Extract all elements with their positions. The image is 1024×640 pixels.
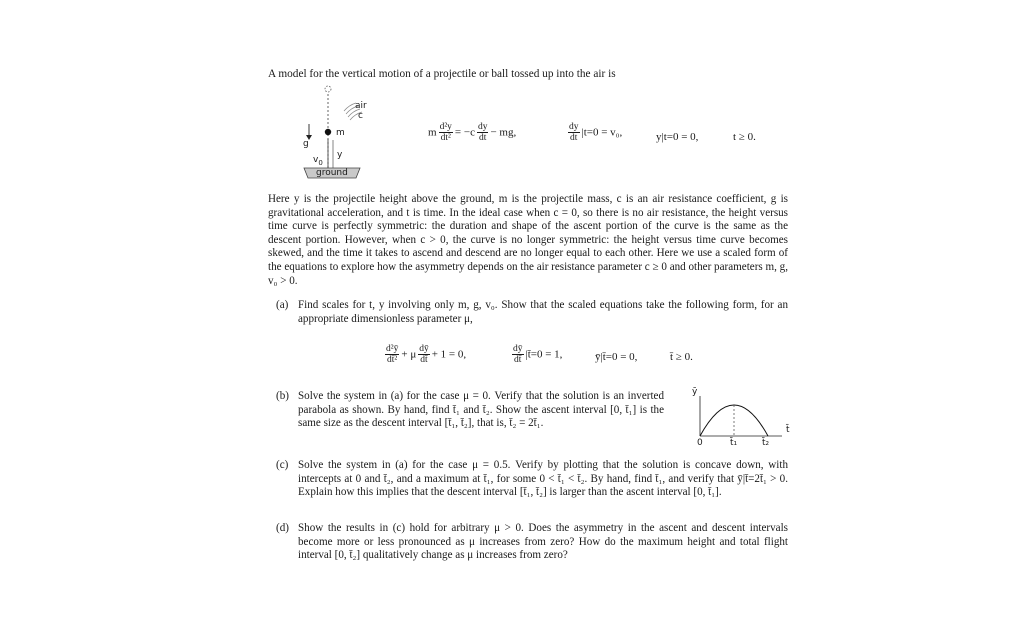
tbar-axis-label: t̄ <box>786 425 790 435</box>
model-eq-2: $\frac{dy}{dt}$ |t=0 = v₀, <box>569 122 623 143</box>
item-c-label: (c) <box>276 459 289 471</box>
c-label: c <box>358 111 363 121</box>
g-label: g <box>303 139 309 149</box>
top-dashed-marker <box>325 86 331 92</box>
item-c-text: Solve the system in (a) for the case μ = 0.5. Verify by plotting that the solution is concave down, with intercepts at 0 and t̄₂, and a maximum at t̄₁, for some 0 < t̄₁ < t̄₂. By hand, find t̄₁, and verify that ȳ|t̄=2t̄₁ > 0. Explain how this implies that the descent interval [t̄₁, t̄₂] is larger than the ascent interval [0, t̄₁]. <box>298 459 788 499</box>
item-a-text: Find scales for t, y involving only m, g, v₀. Show that the scaled equations take the following form, for an appropriate dimensionless parameter μ, <box>298 299 788 325</box>
y-label: y <box>337 150 343 160</box>
scaled-eq-4: t̄ ≥ 0. <box>670 351 693 363</box>
origin-label: 0 <box>697 438 703 448</box>
model-eq-1: m $\frac{\text{d²y}}{\text{dt²}}$ = −c $\frac{dy}{dt}$ − mg, <box>428 122 517 143</box>
item-d-text: Show the results in (c) hold for arbitrary μ > 0. Does the asymmetry in the ascent and descent intervals become more or less pronounced as μ increases from zero? How do the maximum height and total flight interval [0, t̄₂] qualitatively change as μ increases from zero? <box>298 522 788 562</box>
ybar-axis-label: ȳ <box>692 387 698 397</box>
item-b-text: Solve the system in (a) for the case μ = 0. Verify that the solution is an inverted parabola as shown. By hand, find t̄₁ and t̄₂. Show the ascent interval [0, t̄₁] is the same size as the descent interval [t̄₁, t̄₂], that is, t̄₂ = 2t̄₁. <box>298 390 664 430</box>
model-eq-4: t ≥ 0. <box>733 131 756 143</box>
model-eq-3: y|t=0 = 0, <box>656 131 699 143</box>
item-a-label: (a) <box>276 299 289 311</box>
description-paragraph: Here y is the projectile height above the ground, m is the projectile mass, c is an air resistance coefficient, g is gravitational acceleration, and t is time. In the ideal case when c = 0, so there is no air resistance, the height versus time curve is perfectly symmetric: the duration and shape of the ascent portion of the curve is the same as the descent portion. However, when c > 0, the curve is no longer symmetric: the height versus time curve becomes skewed, and the time it takes to ascend and descend are no longer equal to each other. Here we use a scaled form of the equations to explore how the asymmetry depends on the air resistance parameter c ≥ 0 and other parameters m, g, v₀ > 0. <box>268 193 788 287</box>
m-label: m <box>336 128 345 138</box>
ball-icon <box>325 129 331 135</box>
intro-text: A model for the vertical motion of a projectile or ball tossed up into the air is <box>268 68 616 80</box>
ground-label: ground <box>316 168 348 178</box>
scaled-eq-3: ȳ|t̄=0 = 0, <box>595 351 638 363</box>
scaled-eq-1: $\frac{\text{d²ȳ}}{\text{dt̄²}}$ + μ $\frac{dȳ}{dt̄}$ + 1 = 0, <box>386 344 467 365</box>
item-d-label: (d) <box>276 522 289 534</box>
scaled-eq-2: $\frac{dȳ}{dt̄}$ |t̄=0 = 1, <box>513 344 563 365</box>
item-b-label: (b) <box>276 390 289 402</box>
t1-label: t̄₁ <box>730 438 738 448</box>
parabola-figure <box>690 388 790 452</box>
v0-label: $v_0$ <box>313 155 323 167</box>
air-label: air <box>355 101 367 111</box>
t2-label: t̄₂ <box>762 438 770 448</box>
